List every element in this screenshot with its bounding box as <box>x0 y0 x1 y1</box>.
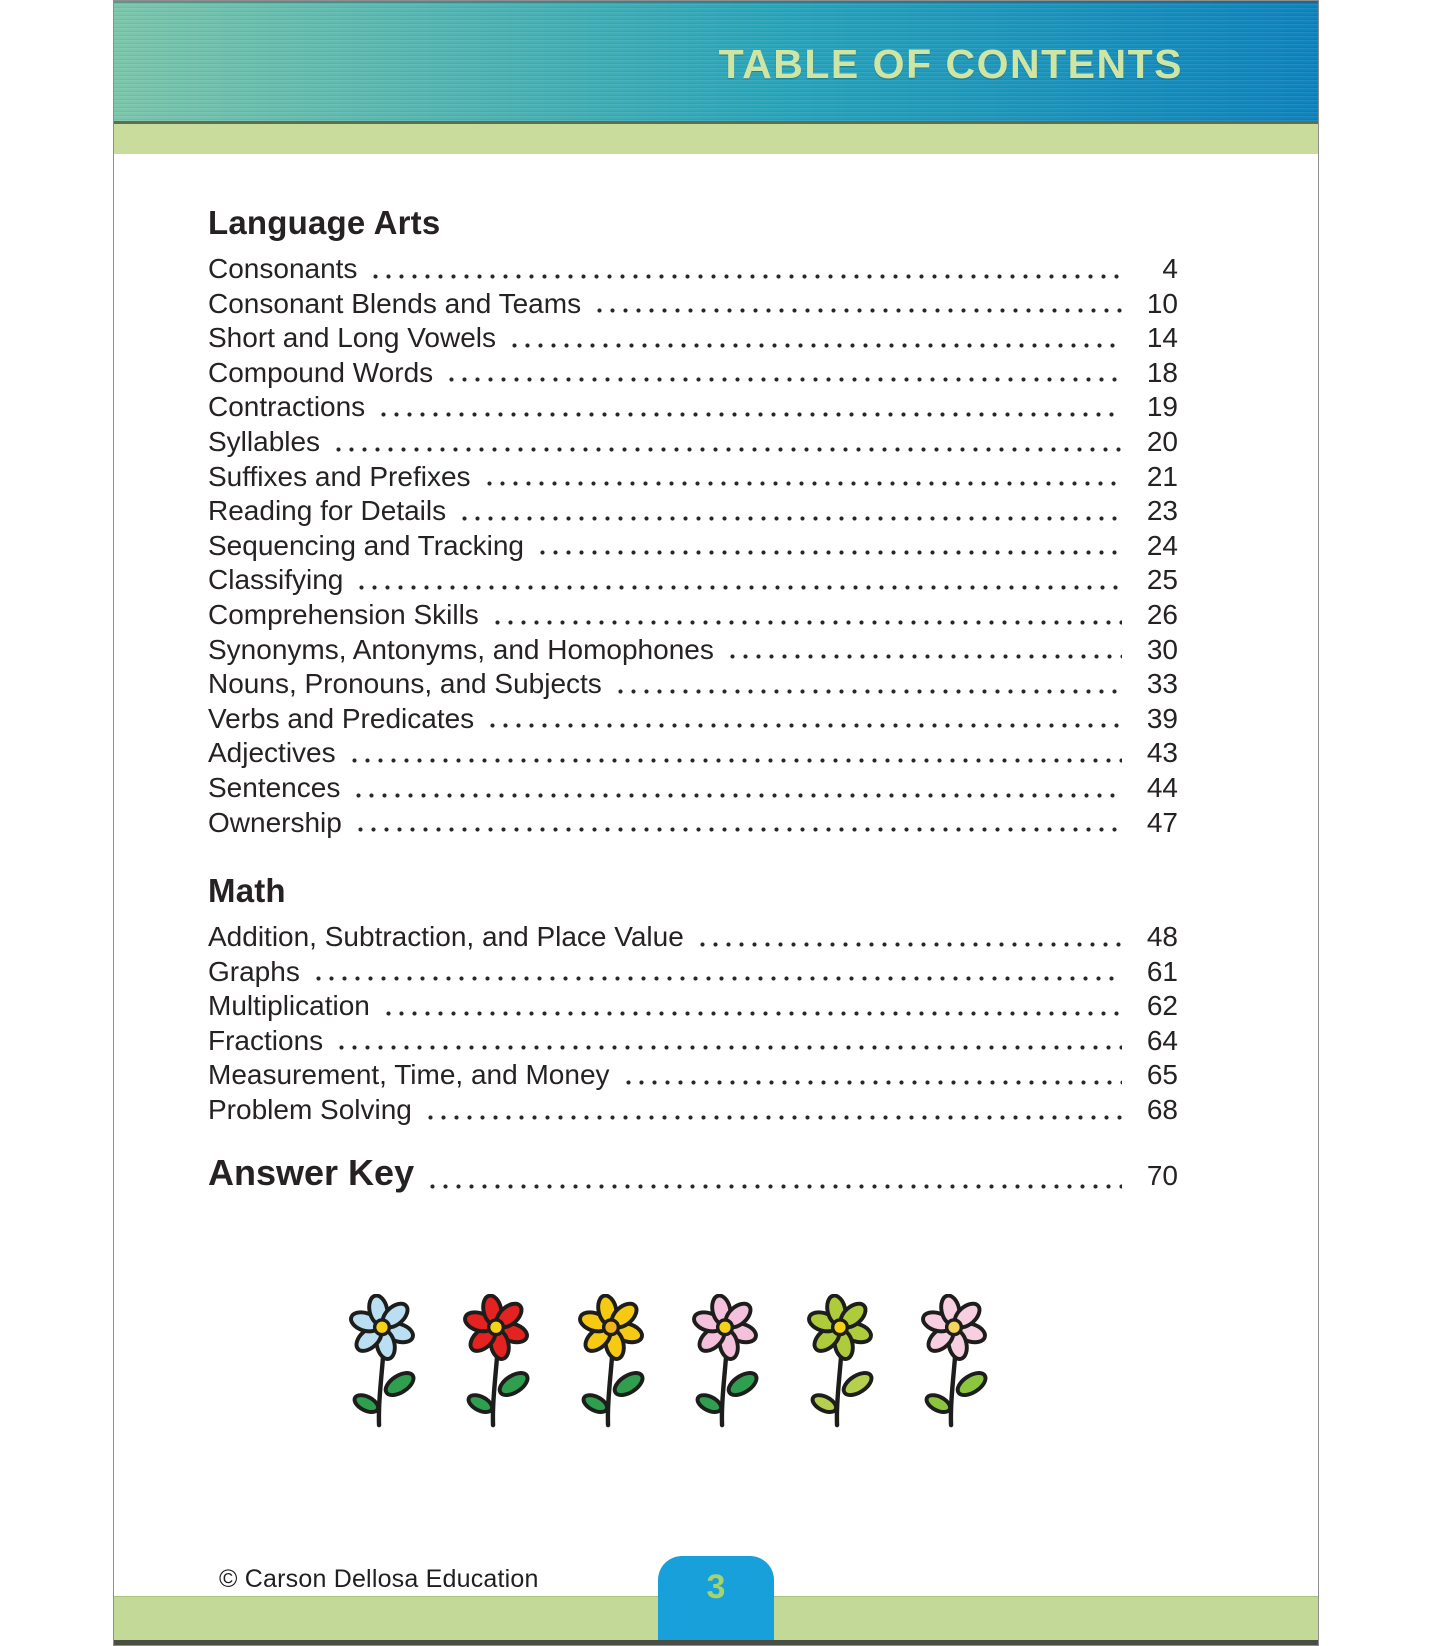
toc-entry-label: Adjectives <box>208 737 336 769</box>
toc-entry-page: 68 <box>1146 1094 1178 1126</box>
answer-key-page: 70 <box>1146 1159 1178 1191</box>
page-number-tab <box>658 1556 774 1645</box>
answer-key-label: Answer Key <box>208 1151 415 1193</box>
section-title-language-arts: Language Arts <box>208 204 441 241</box>
flower-icon <box>447 1294 545 1431</box>
toc-entry <box>208 771 1178 806</box>
flower-icon <box>333 1294 431 1431</box>
toc-list-math <box>208 920 1178 1128</box>
dot-leader <box>335 1043 1122 1052</box>
toc-entry-label: Fractions <box>208 1024 324 1056</box>
toc-entry <box>208 563 1178 598</box>
toc-entry <box>208 736 1178 771</box>
dot-leader <box>332 445 1122 454</box>
toc-entry <box>208 702 1178 737</box>
toc-entry-page: 30 <box>1146 633 1178 665</box>
toc-entry-page: 20 <box>1146 425 1178 457</box>
dot-leader <box>614 687 1122 696</box>
toc-entry-page: 10 <box>1146 287 1178 319</box>
dot-leader <box>377 410 1122 419</box>
toc-entry-answer-key <box>208 1150 1178 1199</box>
flower-row <box>208 1294 1178 1431</box>
toc-entry <box>208 1058 1178 1093</box>
toc-entry <box>208 494 1178 529</box>
toc-entry <box>208 955 1178 990</box>
dot-leader <box>726 652 1122 661</box>
toc-section-math <box>208 872 1178 1128</box>
toc-entry-page: 33 <box>1146 668 1178 700</box>
flower-icon <box>562 1294 660 1431</box>
toc-entry <box>208 633 1178 668</box>
toc-entry <box>208 460 1178 495</box>
toc-entry <box>208 989 1178 1024</box>
toc-entry-label: Sentences <box>208 771 341 803</box>
toc-entry-label: Short and Long Vowels <box>208 322 496 354</box>
page-number: 3 <box>706 1568 726 1606</box>
toc-entry-page: 44 <box>1146 771 1178 803</box>
toc-entry-page: 65 <box>1146 1059 1178 1091</box>
toc-entry-label: Verbs and Predicates <box>208 702 475 734</box>
toc-content <box>114 154 1318 1431</box>
toc-entry <box>208 252 1178 287</box>
flower-icon <box>791 1294 889 1431</box>
toc-entry-page: 26 <box>1146 598 1178 630</box>
page-bottom-edge <box>114 1640 1318 1645</box>
toc-entry-label: Problem Solving <box>208 1094 412 1126</box>
toc-entry <box>208 1093 1178 1128</box>
dot-leader <box>696 940 1122 949</box>
toc-entry-label: Nouns, Pronouns, and Subjects <box>208 668 602 700</box>
toc-entry-page: 64 <box>1146 1024 1178 1056</box>
toc-entry-page: 24 <box>1146 529 1178 561</box>
toc-entry <box>208 598 1178 633</box>
dot-leader <box>352 791 1122 800</box>
toc-entry-label: Measurement, Time, and Money <box>208 1059 610 1091</box>
dot-leader <box>508 341 1122 350</box>
toc-entry-label: Consonants <box>208 253 358 284</box>
flower-icon <box>676 1294 774 1431</box>
toc-entry-page: 21 <box>1146 460 1178 492</box>
dot-leader <box>593 306 1122 315</box>
toc-entry-page: 18 <box>1146 356 1178 388</box>
toc-entry-label: Addition, Subtraction, and Place Value <box>208 921 684 953</box>
toc-entry <box>208 287 1178 322</box>
toc-entry-label: Multiplication <box>208 990 370 1022</box>
dot-leader <box>483 479 1122 488</box>
dot-leader <box>348 756 1122 765</box>
toc-entry-page: 43 <box>1146 737 1178 769</box>
toc-entry-page: 23 <box>1146 495 1178 527</box>
dot-leader <box>382 1009 1122 1018</box>
book-page <box>113 0 1319 1646</box>
dot-leader <box>312 974 1122 983</box>
page-title: TABLE OF CONTENTS <box>718 40 1183 87</box>
dot-leader <box>445 375 1122 384</box>
dot-leader <box>355 583 1122 592</box>
toc-entry-label: Suffixes and Prefixes <box>208 460 471 492</box>
dot-leader <box>369 272 1122 281</box>
toc-entry-label: Graphs <box>208 955 300 987</box>
toc-entry-page: 19 <box>1146 391 1178 423</box>
header-banner <box>114 1 1318 124</box>
toc-entry-page: 61 <box>1146 955 1178 987</box>
dot-leader <box>486 721 1122 730</box>
toc-entry-page: 4 <box>1162 253 1178 284</box>
toc-entry-page: 14 <box>1146 322 1178 354</box>
toc-entry <box>208 321 1178 356</box>
dot-leader <box>491 618 1122 627</box>
dot-leader <box>354 825 1122 834</box>
toc-entry-label: Ownership <box>208 806 342 838</box>
toc-entry-label: Reading for Details <box>208 495 447 527</box>
toc-entry-page: 39 <box>1146 702 1178 734</box>
toc-entry-label: Comprehension Skills <box>208 598 479 630</box>
toc-entry <box>208 529 1178 564</box>
dot-leader <box>458 514 1122 523</box>
toc-entry <box>208 1024 1178 1059</box>
toc-entry-label: Consonant Blends and Teams <box>208 287 582 319</box>
toc-entry-page: 47 <box>1146 806 1178 838</box>
dot-leader <box>426 1182 1122 1191</box>
flower-icon <box>905 1294 1003 1431</box>
toc-entry <box>208 390 1178 425</box>
toc-list-language-arts <box>208 252 1178 840</box>
toc-entry-page: 62 <box>1146 990 1178 1022</box>
toc-entry-page: 25 <box>1146 564 1178 596</box>
toc-entry <box>208 356 1178 391</box>
dot-leader <box>622 1078 1122 1087</box>
toc-entry-label: Sequencing and Tracking <box>208 529 524 561</box>
toc-entry-label: Syllables <box>208 425 321 457</box>
dot-leader <box>536 548 1122 557</box>
header-green-strip <box>114 124 1318 154</box>
toc-entry <box>208 425 1178 460</box>
toc-section-language-arts <box>208 204 1178 840</box>
copyright-text: © Carson Dellosa Education <box>219 1565 539 1593</box>
toc-entry-page: 48 <box>1146 921 1178 953</box>
toc-entry <box>208 806 1178 841</box>
toc-entry-label: Contractions <box>208 391 366 423</box>
toc-entry <box>208 667 1178 702</box>
toc-entry-label: Synonyms, Antonyms, and Homophones <box>208 633 714 665</box>
toc-entry <box>208 920 1178 955</box>
dot-leader <box>424 1113 1122 1122</box>
toc-entry-label: Classifying <box>208 564 344 596</box>
toc-entry-label: Compound Words <box>208 356 434 388</box>
section-title-math: Math <box>208 872 286 910</box>
